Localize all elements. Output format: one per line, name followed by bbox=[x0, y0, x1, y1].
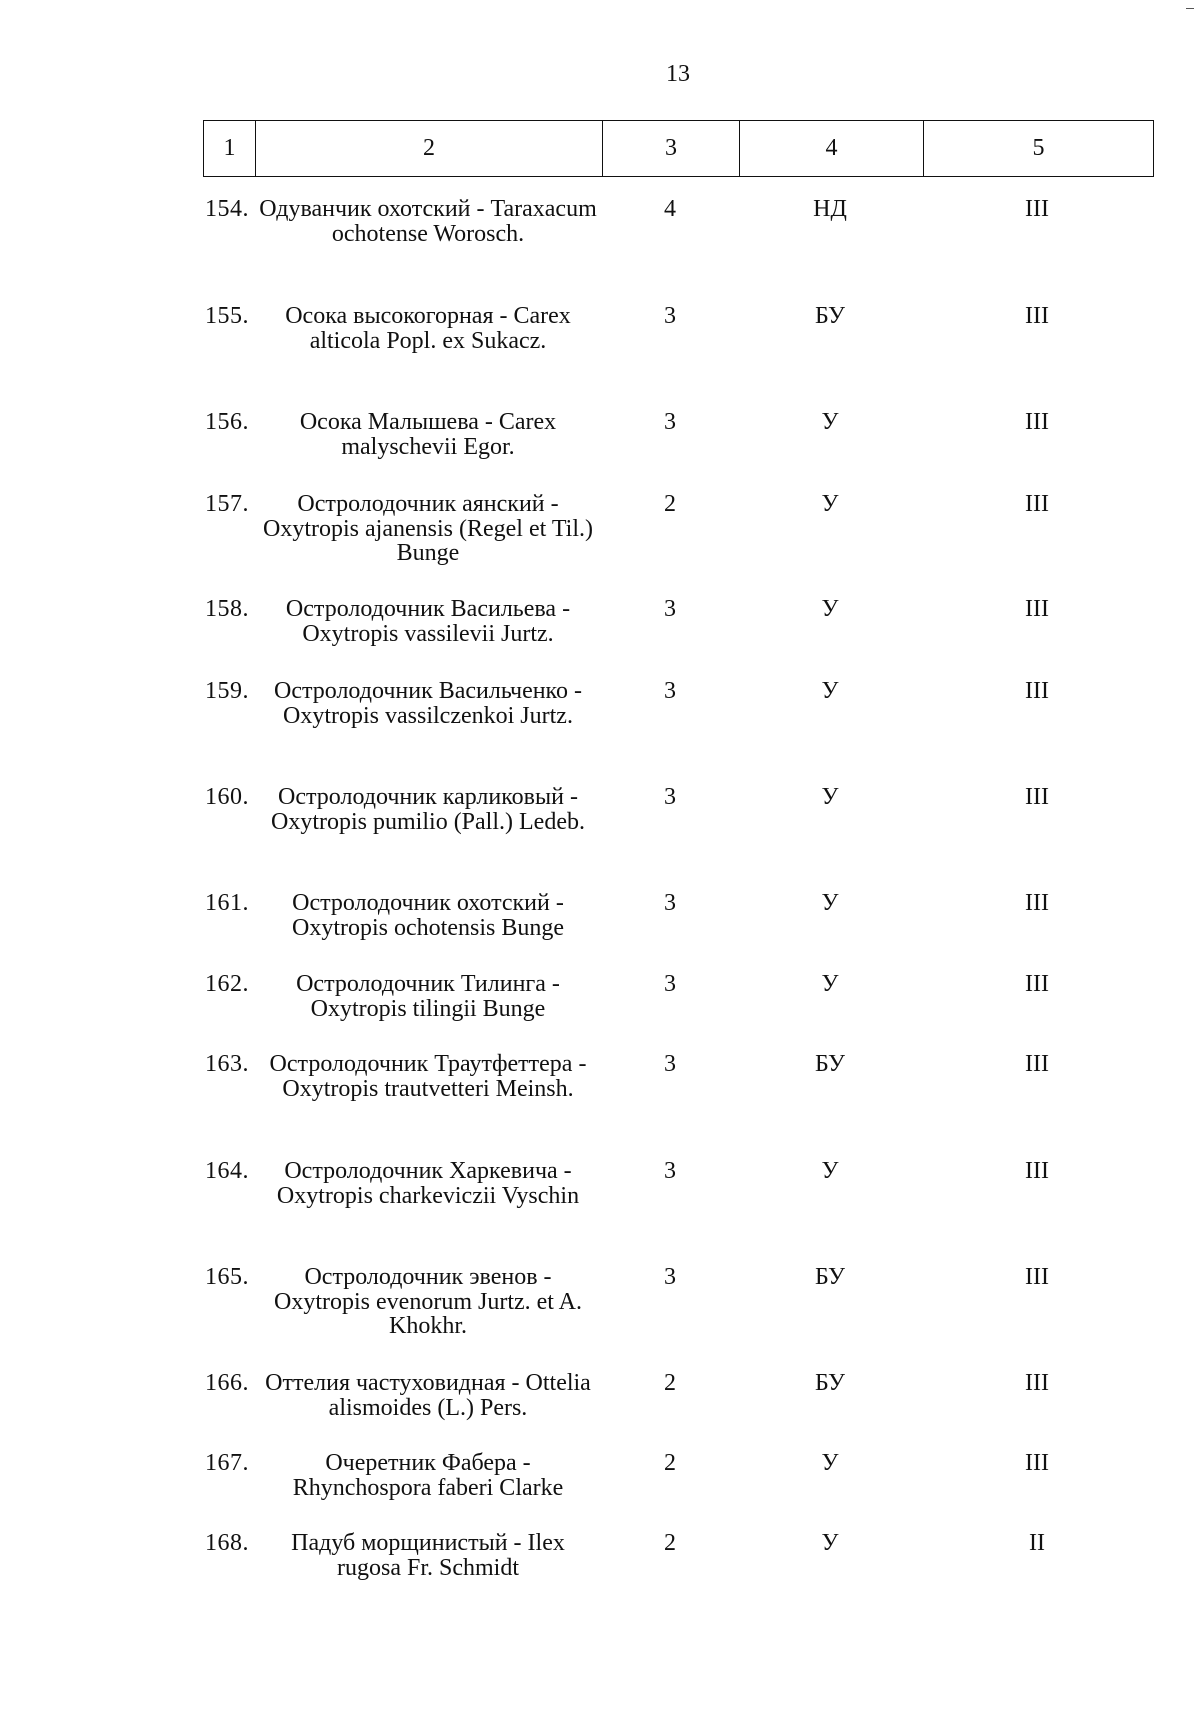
column-header-1: 1 bbox=[204, 121, 256, 177]
column-header-3: 3 bbox=[603, 121, 740, 177]
status-value: У bbox=[821, 971, 839, 997]
status-value: У bbox=[821, 1530, 839, 1556]
level-value: III bbox=[1025, 596, 1049, 622]
status-value: НД bbox=[813, 196, 847, 222]
species-name: Остролодочник Харкевича - Oxytropis charkeviczii Vyschin bbox=[276, 1158, 580, 1209]
species-name: Остролодочник эвенов - Oxytropis evenorum Jurtz. et A. Khokhr. bbox=[274, 1264, 582, 1339]
row-number: 157. bbox=[205, 491, 249, 517]
column-header-5: 5 bbox=[924, 121, 1154, 177]
level-value: III bbox=[1025, 1158, 1049, 1184]
category-value: 3 bbox=[664, 409, 676, 435]
species-name: Одуванчик охотский - Taraxacum ochotense Worosch. bbox=[259, 196, 597, 247]
category-value: 2 bbox=[664, 1370, 676, 1396]
status-value: У bbox=[821, 678, 839, 704]
row-number: 168. bbox=[205, 1530, 249, 1556]
row-number: 161. bbox=[205, 890, 249, 916]
level-value: III bbox=[1025, 1450, 1049, 1476]
status-value: БУ bbox=[815, 303, 845, 329]
status-value: У bbox=[821, 596, 839, 622]
category-value: 3 bbox=[664, 1158, 676, 1184]
status-value: БУ bbox=[815, 1264, 845, 1290]
level-value: III bbox=[1025, 678, 1049, 704]
level-value: III bbox=[1025, 784, 1049, 810]
category-value: 2 bbox=[664, 1450, 676, 1476]
level-value: III bbox=[1025, 196, 1049, 222]
row-number: 155. bbox=[205, 303, 249, 329]
level-value: III bbox=[1025, 409, 1049, 435]
category-value: 2 bbox=[664, 1530, 676, 1556]
species-name: Остролодочник Васильева - Oxytropis vassilevii Jurtz. bbox=[285, 596, 571, 647]
row-number: 164. bbox=[205, 1158, 249, 1184]
row-number: 154. bbox=[205, 196, 249, 222]
level-value: III bbox=[1025, 890, 1049, 916]
species-name: Очеретник Фабера - Rhynchospora faberi Clarke bbox=[292, 1450, 564, 1501]
status-value: У bbox=[821, 1450, 839, 1476]
row-number: 156. bbox=[205, 409, 249, 435]
category-value: 3 bbox=[664, 303, 676, 329]
species-name: Остролодочник Тилинга - Oxytropis tilingii Bunge bbox=[296, 971, 560, 1022]
row-number: 158. bbox=[205, 596, 249, 622]
category-value: 2 bbox=[664, 491, 676, 517]
status-value: У bbox=[821, 784, 839, 810]
species-name: Остролодочник карликовый - Oxytropis pumilio (Pall.) Ledeb. bbox=[271, 784, 585, 835]
page-number: 13 bbox=[666, 61, 690, 87]
species-name: Остролодочник Васильченко - Oxytropis vassilczenkoi Jurtz. bbox=[274, 678, 582, 729]
species-name: Остролодочник аянский - Oxytropis ajanensis (Regel et Til.) Bunge bbox=[263, 491, 593, 566]
row-number: 162. bbox=[205, 971, 249, 997]
category-value: 3 bbox=[664, 890, 676, 916]
row-number: 165. bbox=[205, 1264, 249, 1290]
level-value: III bbox=[1025, 1370, 1049, 1396]
status-value: У bbox=[821, 1158, 839, 1184]
category-value: 3 bbox=[664, 971, 676, 997]
species-name: Остролодочник охотский - Oxytropis ochotensis Bunge bbox=[292, 890, 564, 941]
category-value: 3 bbox=[664, 1264, 676, 1290]
species-name: Остролодочник Траутфеттера - Oxytropis trautvetteri Meinsh. bbox=[269, 1051, 587, 1102]
level-value: III bbox=[1025, 1264, 1049, 1290]
status-value: БУ bbox=[815, 1370, 845, 1396]
status-value: У bbox=[821, 409, 839, 435]
level-value: II bbox=[1029, 1530, 1045, 1556]
species-name: Падуб морщинистый - Ilex rugosa Fr. Schmidt bbox=[291, 1530, 565, 1581]
row-number: 166. bbox=[205, 1370, 249, 1396]
species-name: Оттелия частуховидная - Ottelia alismoides (L.) Pers. bbox=[265, 1370, 591, 1421]
status-value: У bbox=[821, 890, 839, 916]
status-value: У bbox=[821, 491, 839, 517]
species-name: Осока Малышева - Carex malyschevii Egor. bbox=[299, 409, 557, 460]
status-value: БУ bbox=[815, 1051, 845, 1077]
level-value: III bbox=[1025, 971, 1049, 997]
row-number: 160. bbox=[205, 784, 249, 810]
category-value: 3 bbox=[664, 678, 676, 704]
category-value: 4 bbox=[664, 196, 676, 222]
column-header-4: 4 bbox=[740, 121, 924, 177]
column-header-2: 2 bbox=[256, 121, 603, 177]
row-number: 159. bbox=[205, 678, 249, 704]
category-value: 3 bbox=[664, 784, 676, 810]
category-value: 3 bbox=[664, 1051, 676, 1077]
level-value: III bbox=[1025, 303, 1049, 329]
row-number: 163. bbox=[205, 1051, 249, 1077]
species-name: Осока высокогорная - Carex alticola Popl. ex Sukacz. bbox=[285, 303, 571, 354]
level-value: III bbox=[1025, 1051, 1049, 1077]
level-value: III bbox=[1025, 491, 1049, 517]
category-value: 3 bbox=[664, 596, 676, 622]
row-number: 167. bbox=[205, 1450, 249, 1476]
